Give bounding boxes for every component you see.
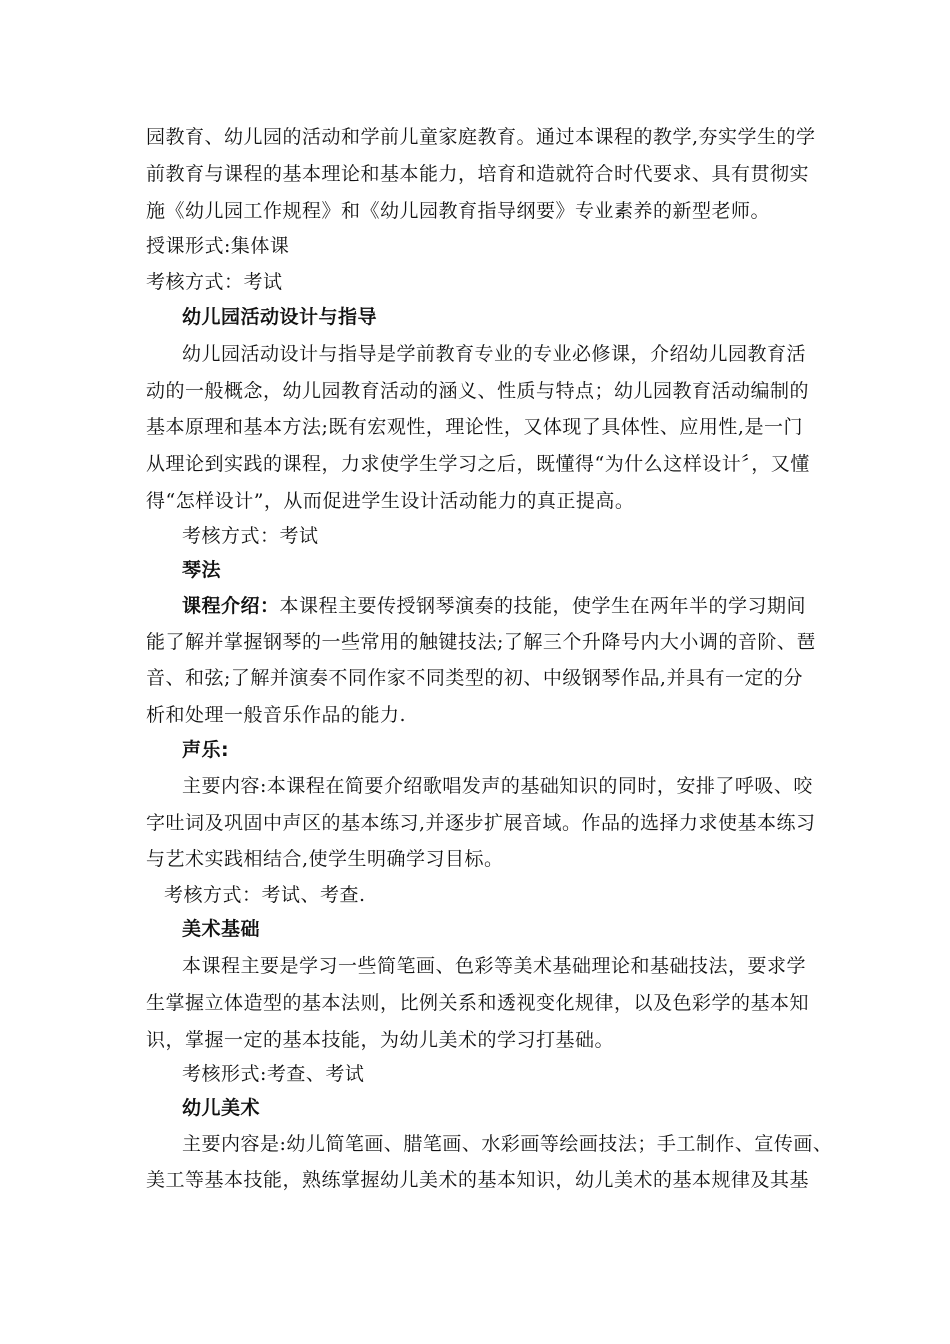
- paragraph-line: 识，掌握一定的基本技能，为幼儿美术的学习打基础。: [146, 1029, 615, 1051]
- paragraph-line: 析和处理一般音乐作品的能力.: [146, 704, 407, 726]
- paragraph-line: 与艺术实践相结合,使学生明确学习目标。: [146, 848, 504, 870]
- exam-method: 考核方式：考试: [182, 525, 319, 547]
- paragraph-line: [182, 593, 806, 619]
- paragraph-line: 幼儿园活动设计与指导是学前教育专业的专业必修课，介绍幼儿园教育活: [182, 343, 807, 365]
- exam-method: 考核方式：考试、考查.: [164, 884, 366, 906]
- section-title: 琴法: [182, 559, 222, 581]
- course-intro-label: 课程介绍：: [182, 595, 280, 617]
- exam-method: 考核方式：考试: [146, 271, 283, 293]
- section-title: 声乐:: [182, 739, 230, 761]
- paragraph-line: 施《幼儿园工作规程》和《幼儿园教育指导纲要》专业素养的新型老师。: [146, 200, 771, 222]
- paragraph-text: 本课程主要传授钢琴演奏的技能，使学生在两年半的学习期间: [279, 595, 807, 617]
- paragraph-line: 得“怎样设计”，从而促进学生设计活动能力的真正提高。: [146, 490, 635, 512]
- paragraph-line: 音、和弦;了解并演奏不同作家不同类型的初、中级钢琴作品,并具有一定的分: [146, 667, 803, 689]
- paragraph-line: 前教育与课程的基本理论和基本能力，培育和造就符合时代要求、具有贯彻实: [146, 163, 810, 185]
- section-title: 幼儿美术: [182, 1097, 261, 1119]
- paragraph-line: 园教育、幼儿园的活动和学前儿童家庭教育。通过本课程的教学,夯实学生的学: [146, 126, 816, 148]
- paragraph-line: 美工等基本技能，熟练掌握幼儿美术的基本知识，幼儿美术的基本规律及其基: [146, 1169, 810, 1191]
- exam-method: 考核形式:考查、考试: [182, 1063, 365, 1085]
- paragraph-line: 字吐词及巩固中声区的基本练习,并逐步扩展音域。作品的选择力求使基本练习: [146, 812, 816, 834]
- paragraph-line: 动的一般概念，幼儿园教育活动的涵义、性质与特点；幼儿园教育活动编制的: [146, 380, 810, 402]
- section-title: 幼儿园活动设计与指导: [182, 306, 378, 328]
- paragraph-line: 能了解并掌握钢琴的一些常用的触键技法;了解三个升降号内大小调的音阶、琶: [146, 631, 816, 653]
- paragraph-line: 生掌握立体造型的基本法则，比例关系和透视变化规律，以及色彩学的基本知: [146, 992, 810, 1014]
- paragraph-line: 本课程主要是学习一些简笔画、色彩等美术基础理论和基础技法，要求学: [182, 955, 807, 977]
- paragraph-line: 主要内容:本课程在简要介绍歌唱发声的基础知识的同时，安排了呼吸、咬: [182, 775, 813, 797]
- teaching-form: 授课形式:集体课: [146, 235, 290, 257]
- paragraph-line: 基本原理和基本方法;既有宏观性，理论性，又体现了具体性、应用性,是一门: [146, 416, 803, 438]
- section-title: 美术基础: [182, 918, 261, 940]
- paragraph-line: 主要内容是:幼儿简笔画、腊笔画、水彩画等绘画技法；手工制作、宣传画、: [182, 1133, 833, 1155]
- paragraph-line: 从理论到实践的课程，力求使学生学习之后，既懂得“为什么这样设计〞，又懂: [146, 453, 810, 475]
